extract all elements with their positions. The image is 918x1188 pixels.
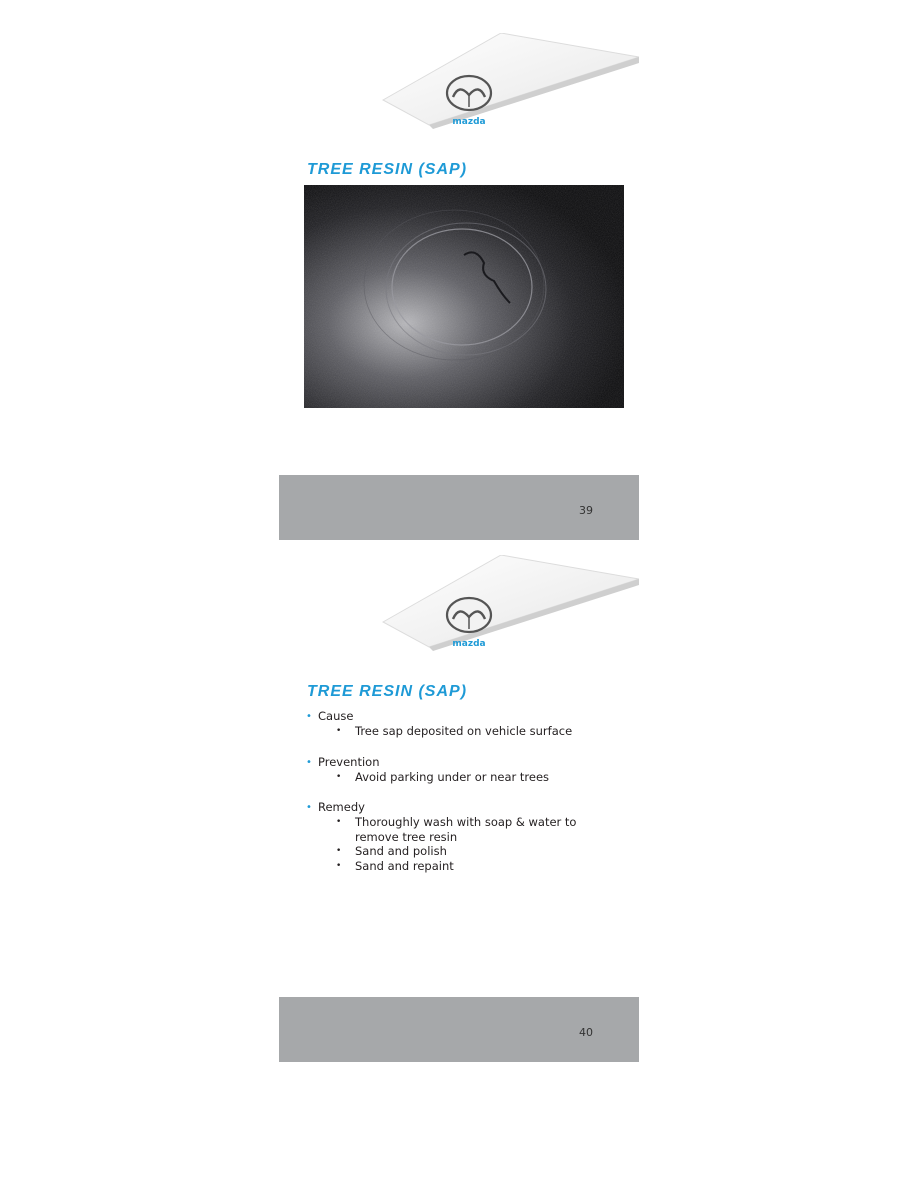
slide-footer (279, 475, 639, 540)
sub-bullet: • Sand and repaint (306, 859, 605, 874)
slide-footer (279, 997, 639, 1062)
bullet-heading: • Remedy (306, 800, 626, 815)
sub-bullet: • Avoid parking under or near trees (306, 770, 605, 785)
bullet-group-remedy (306, 800, 626, 873)
slide-40 (279, 555, 639, 1062)
tree-sap-photo (304, 185, 624, 408)
slide-title: TREE RESIN (SAP) (307, 161, 468, 178)
page-number: 40 (579, 1026, 593, 1039)
mazda-logo (439, 71, 499, 131)
mazda-logo (439, 593, 499, 653)
bullet-group-prevention (306, 755, 626, 785)
slide-39 (279, 33, 639, 540)
mazda-wordmark: mazda (452, 117, 486, 127)
bullet-heading: • Cause (306, 709, 626, 724)
bullet-list (306, 709, 626, 889)
mazda-wordmark: mazda (452, 639, 486, 649)
page-number: 39 (579, 504, 593, 517)
sub-bullet: • Thoroughly wash with soap & water to remove tree resin (306, 815, 605, 844)
sub-bullet: • Sand and polish (306, 844, 605, 859)
bullet-heading: • Prevention (306, 755, 626, 770)
sub-bullet: • Tree sap deposited on vehicle surface (306, 724, 605, 739)
bullet-group-cause (306, 709, 626, 739)
slide-title: TREE RESIN (SAP) (307, 683, 468, 700)
